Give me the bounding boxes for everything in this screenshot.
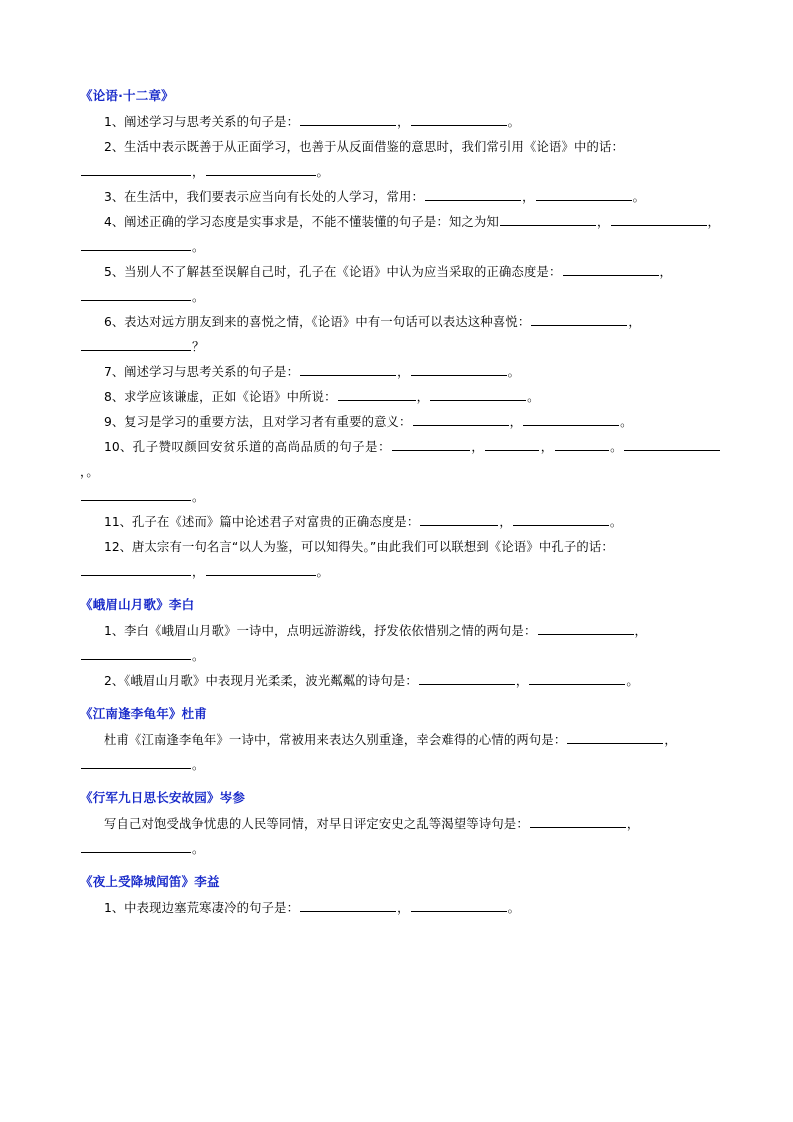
item-text: ， bbox=[471, 440, 485, 454]
answer-blank[interactable] bbox=[485, 437, 539, 451]
item-text: 李白《峨眉山月歌》一诗中，点明远游游线，抒发依依惜别之情的两句是： bbox=[124, 624, 537, 638]
question-item bbox=[80, 160, 721, 185]
question-item bbox=[80, 185, 721, 210]
item-text: ， bbox=[626, 817, 640, 831]
question-item bbox=[80, 260, 721, 285]
answer-blank[interactable] bbox=[81, 646, 191, 660]
question-item bbox=[80, 669, 721, 694]
answer-blank[interactable] bbox=[411, 112, 507, 126]
item-text: ， bbox=[192, 565, 205, 579]
answer-blank[interactable] bbox=[419, 671, 515, 685]
section-title: 《峨眉山月歌》李白 bbox=[80, 597, 195, 612]
item-text: 当别人不了解甚至误解自己时，孔子在《论语》中认为应当采取的正确态度是： bbox=[124, 265, 562, 279]
item-text: 。 bbox=[620, 415, 633, 429]
item-text: ， bbox=[80, 465, 87, 479]
answer-blank[interactable] bbox=[81, 287, 191, 301]
answer-blank[interactable] bbox=[555, 437, 609, 451]
question-item bbox=[80, 728, 721, 753]
question-item bbox=[80, 310, 721, 335]
item-number: 9、 bbox=[104, 415, 125, 429]
item-number: 10、 bbox=[104, 440, 133, 454]
answer-blank[interactable] bbox=[338, 387, 416, 401]
answer-blank[interactable] bbox=[411, 362, 507, 376]
item-number: 4、 bbox=[104, 215, 125, 229]
item-text: 。 bbox=[192, 490, 205, 504]
question-item bbox=[80, 410, 721, 435]
item-text: ， bbox=[522, 190, 535, 204]
item-text: ， bbox=[397, 365, 410, 379]
item-number: 5、 bbox=[104, 265, 125, 279]
item-text: 。 bbox=[192, 842, 205, 856]
answer-blank[interactable] bbox=[530, 814, 626, 828]
item-text: 阐述学习与思考关系的句子是： bbox=[124, 115, 300, 129]
answer-blank[interactable] bbox=[300, 362, 396, 376]
item-number: 6、 bbox=[104, 315, 125, 329]
item-text: 生活中表示既善于从正面学习，也善于从反面借鉴的意思时，我们常引用《论语》中的话： bbox=[124, 140, 625, 154]
answer-blank[interactable] bbox=[81, 237, 191, 251]
answer-blank[interactable] bbox=[206, 162, 316, 176]
answer-blank[interactable] bbox=[81, 755, 191, 769]
item-text: ， bbox=[397, 115, 410, 129]
question-item bbox=[80, 812, 721, 837]
item-number: 11、 bbox=[104, 515, 132, 529]
answer-blank[interactable] bbox=[300, 898, 396, 912]
item-text: 复习是学习的重要方法，且对学习者有重要的意义： bbox=[124, 415, 412, 429]
item-text: 求学应该谦虚，正如《论语》中所说： bbox=[124, 390, 337, 404]
answer-blank[interactable] bbox=[611, 212, 707, 226]
item-text: 。 bbox=[609, 515, 623, 529]
item-text: 孔子赞叹颜回安贫乐道的高尚品质的句子是： bbox=[132, 440, 392, 454]
item-number: 8、 bbox=[104, 390, 125, 404]
question-item bbox=[80, 644, 721, 669]
item-text: ， bbox=[628, 315, 641, 329]
item-text: ， bbox=[540, 440, 554, 454]
answer-blank[interactable] bbox=[206, 562, 316, 576]
item-number: 2、 bbox=[104, 674, 125, 688]
question-item bbox=[80, 435, 721, 485]
item-number: 2、 bbox=[104, 140, 125, 154]
item-text: ， bbox=[499, 515, 512, 529]
section-title: 《江南逢李龟年》杜甫 bbox=[80, 706, 208, 721]
section-title: 《论语·十二章》 bbox=[80, 88, 174, 103]
item-text: ， bbox=[192, 165, 205, 179]
question-item bbox=[80, 560, 721, 585]
question-item bbox=[80, 285, 721, 310]
question-item bbox=[80, 837, 721, 862]
item-text: 。 bbox=[86, 465, 99, 479]
question-item bbox=[80, 753, 721, 778]
item-text: ， bbox=[634, 624, 648, 638]
item-text: 阐述学习与思考关系的句子是： bbox=[124, 365, 300, 379]
item-text: 。 bbox=[507, 115, 521, 129]
section-title: 《行军九日思长安故园》岑参 bbox=[80, 790, 246, 805]
answer-blank[interactable] bbox=[420, 512, 498, 526]
document-content bbox=[80, 86, 721, 921]
item-text: ， bbox=[397, 901, 410, 915]
item-text: 。 bbox=[507, 901, 521, 915]
question-item bbox=[80, 485, 721, 510]
item-text: 。 bbox=[609, 440, 623, 454]
answer-blank[interactable] bbox=[531, 312, 627, 326]
item-text: 写自己对饱受战争忧患的人民等同情，对早日评定安史之乱等渴望等诗句是： bbox=[104, 817, 529, 831]
answer-blank[interactable] bbox=[300, 112, 396, 126]
question-item bbox=[80, 896, 721, 921]
item-text: 。 bbox=[316, 565, 329, 579]
answer-blank[interactable] bbox=[563, 262, 659, 276]
item-text: 杜甫《江南逢李龟年》一诗中，常被用来表达久别重逢，幸会难得的心情的两句是： bbox=[104, 733, 567, 747]
answer-blank[interactable] bbox=[513, 512, 609, 526]
item-text: ， bbox=[707, 215, 721, 229]
item-number: 1、 bbox=[104, 624, 125, 638]
answer-blank[interactable] bbox=[536, 187, 632, 201]
question-item bbox=[80, 135, 721, 160]
item-text: 表达对远方朋友到来的喜悦之情，《论语》中有一句话可以表达这种喜悦： bbox=[124, 315, 531, 329]
answer-blank[interactable] bbox=[430, 387, 526, 401]
item-text: 中表现边塞荒寒凄冷的句子是： bbox=[124, 901, 300, 915]
item-text: 。 bbox=[192, 649, 205, 663]
answer-blank[interactable] bbox=[411, 898, 507, 912]
item-text: 。 bbox=[192, 758, 205, 772]
item-number: 1、 bbox=[104, 115, 125, 129]
question-item bbox=[80, 360, 721, 385]
answer-blank[interactable] bbox=[81, 162, 191, 176]
item-text: 。 bbox=[316, 165, 329, 179]
item-number: 7、 bbox=[104, 365, 125, 379]
item-text: 。 bbox=[527, 390, 540, 404]
question-item bbox=[80, 110, 721, 135]
item-text: ， bbox=[597, 215, 610, 229]
answer-blank[interactable] bbox=[538, 621, 634, 635]
answer-blank[interactable] bbox=[81, 562, 191, 576]
question-item bbox=[80, 235, 721, 260]
answer-blank[interactable] bbox=[529, 671, 625, 685]
answer-blank[interactable] bbox=[81, 337, 191, 351]
item-text: ， bbox=[664, 733, 677, 747]
answer-blank[interactable] bbox=[624, 437, 720, 451]
answer-blank[interactable] bbox=[425, 187, 521, 201]
item-text: 。 bbox=[192, 290, 205, 304]
item-text: ， bbox=[509, 415, 523, 429]
item-text: 。 bbox=[632, 190, 646, 204]
answer-blank[interactable] bbox=[413, 412, 509, 426]
question-item bbox=[80, 619, 721, 644]
item-text: 。 bbox=[192, 240, 205, 254]
item-text: 《峨眉山月歌》中表现月光柔柔，波光粼粼的诗句是： bbox=[124, 674, 418, 688]
answer-blank[interactable] bbox=[567, 730, 663, 744]
item-text: 在生活中，我们要表示应当向有长处的人学习，常用： bbox=[124, 190, 425, 204]
section-title: 《夜上受降城闻笛》李益 bbox=[80, 874, 220, 889]
answer-blank[interactable] bbox=[500, 212, 596, 226]
item-text: ， bbox=[515, 674, 529, 688]
question-item bbox=[80, 535, 721, 560]
item-text: 。 bbox=[626, 674, 639, 688]
question-item bbox=[80, 385, 721, 410]
item-text: 孔子在《述而》篇中论述君子对富贵的正确态度是： bbox=[131, 515, 420, 529]
answer-blank[interactable] bbox=[523, 412, 619, 426]
item-text: 。 bbox=[507, 365, 521, 379]
answer-blank[interactable] bbox=[392, 437, 470, 451]
question-item bbox=[80, 510, 721, 535]
item-text: ， bbox=[659, 265, 673, 279]
item-number: 1、 bbox=[104, 901, 125, 915]
item-number: 12、 bbox=[104, 540, 132, 554]
item-text: 唐太宗有一句名言“以人为鉴，可以知得失。”由此我们可以联想到《论语》中孔子的话： bbox=[131, 540, 614, 554]
question-item bbox=[80, 210, 721, 235]
question-item bbox=[80, 335, 721, 360]
item-text: 阐述正确的学习态度是实事求是，不能不懂装懂的句子是：知之为知 bbox=[124, 215, 500, 229]
item-text: ？ bbox=[192, 340, 205, 354]
answer-blank[interactable] bbox=[81, 839, 191, 853]
item-number: 3、 bbox=[104, 190, 125, 204]
answer-blank[interactable] bbox=[81, 487, 191, 501]
item-text: ， bbox=[416, 390, 430, 404]
